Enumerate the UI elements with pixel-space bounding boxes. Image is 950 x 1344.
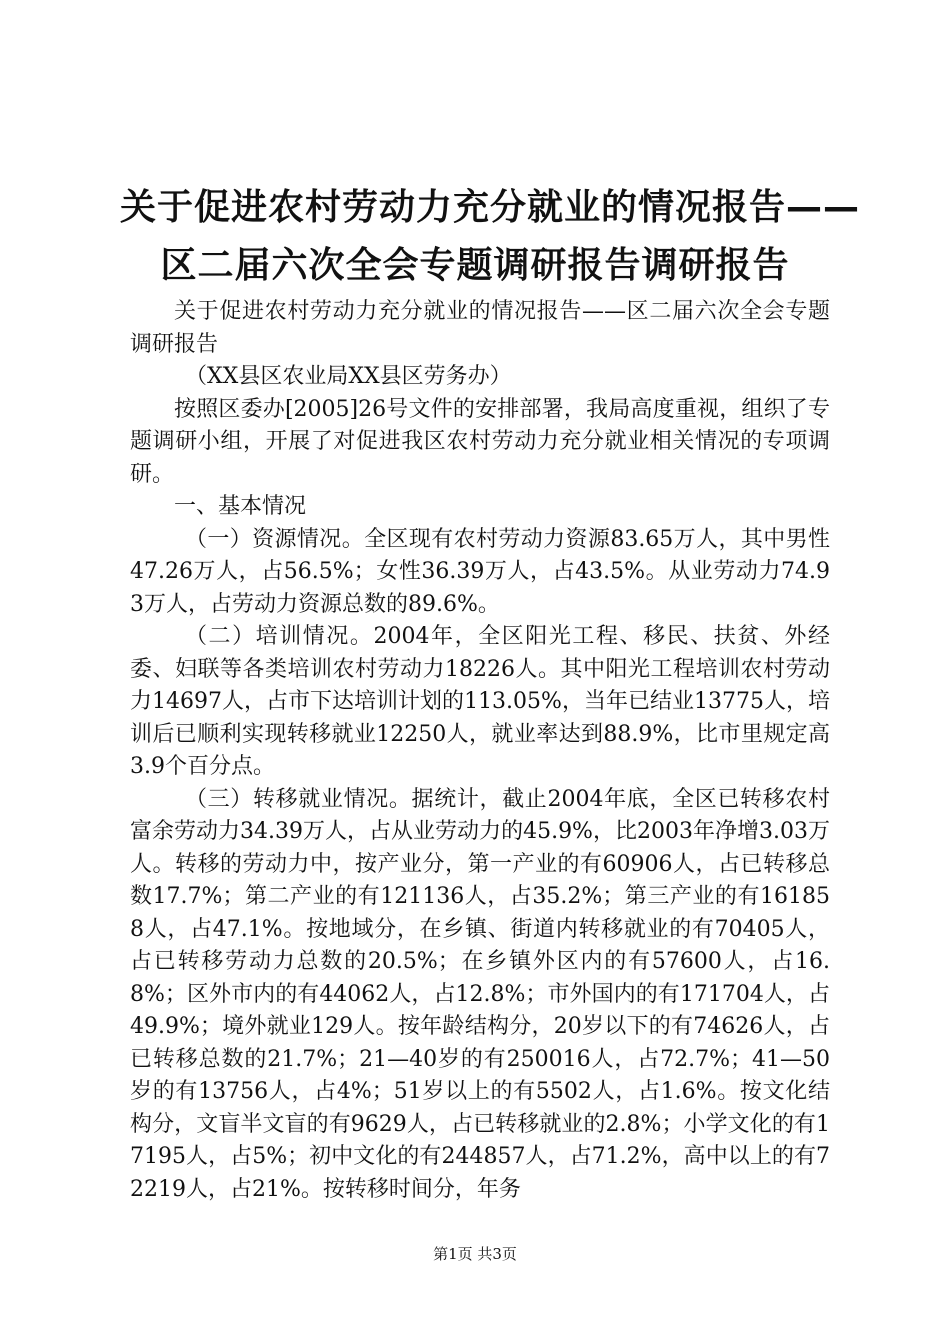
paragraph-affiliation: （XX县区农业局XX县区劳务办） — [185, 364, 512, 389]
paragraph-intro: 按照区委办[2005]26号文件的安排部署，我局高度重视，组织了专题调研小组，开展了对促进我区农村劳动力充分就业相关情况的专项调研。 — [130, 396, 830, 487]
paragraph-subtitle: 关于促进农村劳动力充分就业的情况报告——区二届六次全会专题调研报告 — [130, 299, 830, 357]
section-heading-basic: 一、基本情况 — [174, 494, 307, 519]
page-footer: 第1页 共3页 — [433, 1245, 517, 1263]
paragraph-training: （二）培训情况。2004年，全区阳光工程、移民、扶贫、外经委、妇联等各类培训农村劳动力18226人。其中阳光工程培训农村劳动力14697人，占市下达培训计划的113.05%，当年已结业13775人，培训后已顺利实现转移就业12250人，就业率达到88.9%，比市里规定高3.9个百分点。 — [130, 624, 830, 779]
document-title-line-2: 区二届六次全会专题调研报告调研报告 — [160, 245, 790, 286]
paragraph-transfer: （三）转移就业情况。据统计，截止2004年底，全区已转移农村富余劳动力34.39万人，占从业劳动力的45.9%，比2003年净增3.03万人。转移的劳动力中，按产业分，第一产业的有60906人，占已转移总数17.7%；第二产业的有121136人，占35.2%；第三产业的有161858人，占47.1%。按地域分，在乡镇、街道内转移就业的有70405人，占已转移劳动力总数的20.5%；在乡镇外区内的有57600人，占16.8%；区外市内的有44062人，占12.8%；市外国内的有171704人，占49.9%；境外就业129人。按年龄结构分，20岁以下的有74626人，占已转移总数的21.7%；21—40岁的有250016人，占72.7%；41—50岁的有13756人，占4%；51岁以上的有5502人，占1.6%。按文化结构分，文盲半文盲的有9629人，占已转移就业的2.8%；小学文化的有17195人，占5%；初中文化的有244857人，占71.2%，高中以上的有72219人，占21%。按转移时间分，年务 — [130, 786, 830, 1202]
paragraph-resources: （一）资源情况。全区现有农村劳动力资源83.65万人，其中男性47.26万人，占56.5%；女性36.39万人，占43.5%。从业劳动力74.93万人，占劳动力资源总数的89.6%。 — [130, 526, 830, 617]
document-body — [130, 296, 830, 1206]
document-title-line-1: 关于促进农村劳动力充分就业的情况报告—— — [120, 187, 861, 228]
